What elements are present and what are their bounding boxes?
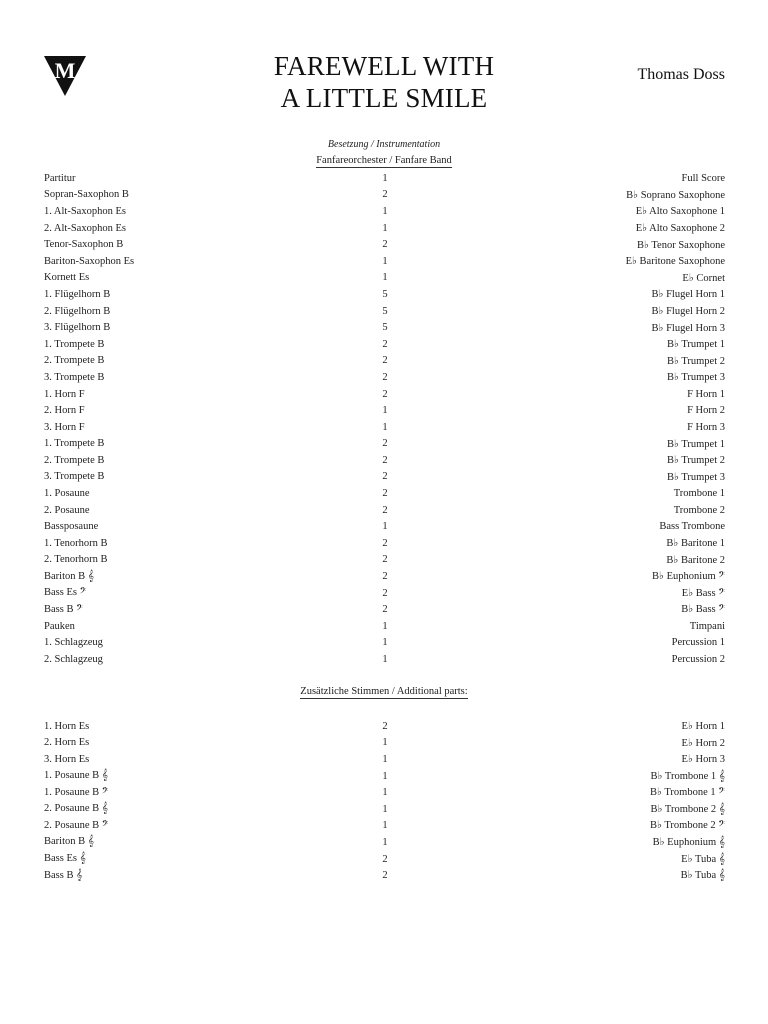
part-quantity: 2 <box>382 853 388 865</box>
part-name-english: B♭ Trumpet 1 <box>666 339 725 351</box>
part-row <box>44 635 725 652</box>
part-name-english: B♭ Trombone 1 𝄢 <box>649 787 725 799</box>
part-name-german: 2. Posaune <box>44 504 90 516</box>
part-row <box>44 436 725 453</box>
title-line-1: FAREWELL WITH <box>273 51 495 81</box>
part-name-german: 2. Posaune B 𝄞 <box>44 803 108 815</box>
part-row <box>44 535 725 552</box>
additional-parts-heading <box>0 686 768 697</box>
part-name-english: B♭ Flugel Horn 2 <box>651 306 725 318</box>
part-name-english: E♭ Tuba 𝄞 <box>681 853 725 865</box>
part-row <box>44 768 725 785</box>
part-row <box>44 220 725 237</box>
part-name-english: Trombone 1 <box>673 488 725 500</box>
part-name-english: B♭ Baritone 2 <box>666 554 725 566</box>
part-name-german: Sopran-Saxophon B <box>44 189 129 201</box>
part-name-german: 2. Horn Es <box>44 737 90 749</box>
part-name-german: Partitur <box>44 172 76 184</box>
part-name-english: Full Score <box>681 172 725 184</box>
part-row <box>44 336 725 353</box>
part-row <box>44 353 725 370</box>
part-quantity: 1 <box>382 637 388 649</box>
part-name-english: Bass Trombone <box>659 521 725 533</box>
part-quantity: 1 <box>382 770 388 782</box>
part-quantity: 1 <box>382 654 388 666</box>
part-row <box>44 801 725 818</box>
part-name-english: B♭ Trumpet 1 <box>666 438 725 450</box>
part-name-english: Percussion 1 <box>671 637 725 649</box>
part-name-german: 2. Trompete B <box>44 355 105 367</box>
part-row <box>44 867 725 884</box>
part-name-german: Tenor-Saxophon B <box>44 239 124 251</box>
part-row <box>44 369 725 386</box>
part-quantity: 2 <box>382 604 388 616</box>
part-row <box>44 469 725 486</box>
part-name-german: 3. Trompete B <box>44 371 105 383</box>
part-name-german: Bass Es 𝄢 <box>44 587 87 599</box>
part-row <box>44 286 725 303</box>
part-quantity: 2 <box>382 388 388 400</box>
part-name-german: 2. Posaune B 𝄢 <box>44 819 109 831</box>
part-name-german: 1. Horn Es <box>44 720 90 732</box>
part-name-german: Bariton B 𝄞 <box>44 570 94 582</box>
part-quantity: 2 <box>382 870 388 882</box>
part-row <box>44 718 725 735</box>
part-name-german: 2. Trompete B <box>44 454 105 466</box>
part-quantity: 1 <box>382 405 388 417</box>
part-row <box>44 253 725 270</box>
part-name-english: E♭ Horn 2 <box>681 737 725 749</box>
part-name-english: F Horn 2 <box>687 405 725 417</box>
part-row <box>44 270 725 287</box>
part-quantity: 2 <box>382 720 388 732</box>
part-row <box>44 170 725 187</box>
part-row <box>44 485 725 502</box>
part-name-english: B♭ Trumpet 3 <box>666 372 725 384</box>
part-row <box>44 419 725 436</box>
instrumentation-label: Besetzung / Instrumentation <box>327 139 441 150</box>
part-name-german: 2. Schlagzeug <box>44 654 103 666</box>
part-row <box>44 618 725 635</box>
part-name-german: Bass B 𝄢 <box>44 603 83 615</box>
part-name-english: B♭ Flugel Horn 3 <box>651 322 725 334</box>
part-quantity: 5 <box>382 288 388 300</box>
part-name-german: 1. Trompete B <box>44 338 105 350</box>
part-row <box>44 651 725 668</box>
part-name-german: Bass B 𝄞 <box>44 869 83 881</box>
part-name-german: Pauken <box>44 620 75 632</box>
part-name-english: Percussion 2 <box>671 654 725 666</box>
part-quantity: 2 <box>382 488 388 500</box>
part-row <box>44 568 725 585</box>
part-name-english: F Horn 3 <box>687 421 725 433</box>
part-row <box>44 818 725 835</box>
part-name-english: B♭ Trombone 2 𝄞 <box>650 803 725 815</box>
part-quantity: 2 <box>382 504 388 516</box>
part-quantity: 1 <box>382 737 388 749</box>
part-row <box>44 585 725 602</box>
additional-parts-heading-text: Zusätzliche Stimmen / Additional parts: <box>300 686 468 697</box>
part-name-english: B♭ Baritone 1 <box>666 538 725 550</box>
part-name-german: 3. Flügelhorn B <box>44 322 111 334</box>
part-name-english: F Horn 1 <box>687 388 725 400</box>
part-name-english: E♭ Alto Saxophone 1 <box>635 206 725 218</box>
title-line-2: A LITTLE SMILE <box>280 83 488 113</box>
part-quantity: 5 <box>382 322 388 334</box>
part-name-german: 1. Tenorhorn B <box>44 537 108 549</box>
part-name-english: B♭ Trumpet 2 <box>666 355 725 367</box>
part-name-german: Bassposaune <box>44 521 99 533</box>
part-name-german: 1. Posaune <box>44 488 90 500</box>
part-quantity: 1 <box>382 205 388 217</box>
part-name-german: 3. Horn F <box>44 421 85 433</box>
part-quantity: 1 <box>382 620 388 632</box>
part-name-english: E♭ Horn 1 <box>681 721 725 733</box>
part-quantity: 1 <box>382 222 388 234</box>
part-name-english: B♭ Flugel Horn 1 <box>651 289 725 301</box>
part-name-english: B♭ Trombone 2 𝄢 <box>649 820 725 832</box>
part-name-english: Trombone 2 <box>673 504 725 516</box>
part-quantity: 2 <box>382 571 388 583</box>
part-name-english: B♭ Soprano Saxophone <box>626 189 725 201</box>
part-row <box>44 601 725 618</box>
part-row <box>44 518 725 535</box>
part-quantity: 1 <box>382 753 388 765</box>
part-name-german: 1. Horn F <box>44 388 85 400</box>
part-row <box>44 303 725 320</box>
part-name-english: B♭ Euphonium 𝄞 <box>652 836 725 848</box>
part-name-german: 1. Posaune B 𝄢 <box>44 786 109 798</box>
part-quantity: 1 <box>382 836 388 848</box>
part-name-german: Bass Es 𝄞 <box>44 853 86 865</box>
part-quantity: 2 <box>382 239 388 251</box>
part-quantity: 2 <box>382 454 388 466</box>
part-name-german: Bariton B 𝄞 <box>44 836 94 848</box>
part-quantity: 2 <box>382 587 388 599</box>
part-name-german: 1. Trompete B <box>44 438 105 450</box>
logo-letter: M <box>54 58 76 83</box>
part-name-german: 2. Alt-Saxophon Es <box>44 222 126 234</box>
part-row <box>44 735 725 752</box>
part-row <box>44 502 725 519</box>
additional-parts-list <box>44 718 725 884</box>
part-quantity: 2 <box>382 355 388 367</box>
part-name-german: 1. Posaune B 𝄞 <box>44 770 108 782</box>
ensemble-heading-text: Fanfareorchester / Fanfare Band <box>316 155 452 166</box>
part-row <box>44 851 725 868</box>
part-row <box>44 386 725 403</box>
part-name-english: E♭ Cornet <box>682 272 725 284</box>
part-row <box>44 751 725 768</box>
part-name-german: 2. Flügelhorn B <box>44 305 111 317</box>
part-quantity: 1 <box>382 787 388 799</box>
part-name-english: E♭ Horn 3 <box>681 754 725 766</box>
part-quantity: 1 <box>382 172 388 184</box>
ensemble-heading <box>0 155 768 166</box>
part-name-english: B♭ Tuba 𝄞 <box>680 870 725 882</box>
instrumentation-list <box>44 170 725 668</box>
part-name-english: B♭ Bass 𝄢 <box>681 604 725 616</box>
part-name-english: B♭ Trumpet 2 <box>666 455 725 467</box>
part-quantity: 1 <box>382 272 388 284</box>
part-name-german: 1. Alt-Saxophon Es <box>44 205 126 217</box>
part-row <box>44 236 725 253</box>
part-quantity: 1 <box>382 421 388 433</box>
part-row <box>44 552 725 569</box>
part-name-german: 1. Flügelhorn B <box>44 288 111 300</box>
part-row <box>44 452 725 469</box>
part-quantity: 2 <box>382 438 388 450</box>
part-quantity: 2 <box>382 338 388 350</box>
part-name-german: 2. Horn F <box>44 405 85 417</box>
composer-name: Thomas Doss <box>637 66 725 83</box>
part-name-english: E♭ Alto Saxophone 2 <box>635 223 725 235</box>
part-name-english: E♭ Bass 𝄢 <box>681 587 725 599</box>
part-quantity: 5 <box>382 305 388 317</box>
part-row <box>44 402 725 419</box>
part-name-german: Bariton-Saxophon Es <box>44 255 135 267</box>
part-quantity: 2 <box>382 371 388 383</box>
part-name-german: 3. Horn Es <box>44 753 90 765</box>
part-name-german: 2. Tenorhorn B <box>44 554 108 566</box>
part-name-german: 3. Trompete B <box>44 471 105 483</box>
part-quantity: 2 <box>382 471 388 483</box>
part-name-english: B♭ Tenor Saxophone <box>636 239 725 251</box>
part-quantity: 1 <box>382 521 388 533</box>
part-name-english: E♭ Baritone Saxophone <box>625 256 725 268</box>
part-row <box>44 834 725 851</box>
part-name-german: Kornett Es <box>44 272 90 284</box>
part-name-english: B♭ Euphonium 𝄢 <box>652 571 725 583</box>
part-name-english: B♭ Trumpet 3 <box>666 471 725 483</box>
part-row <box>44 784 725 801</box>
part-name-english: B♭ Trombone 1 𝄞 <box>650 770 725 782</box>
part-quantity: 2 <box>382 537 388 549</box>
part-row <box>44 203 725 220</box>
part-row <box>44 319 725 336</box>
part-row <box>44 187 725 204</box>
part-quantity: 2 <box>382 554 388 566</box>
part-quantity: 2 <box>382 189 388 201</box>
part-quantity: 1 <box>382 820 388 832</box>
part-quantity: 1 <box>382 803 388 815</box>
part-name-german: 1. Schlagzeug <box>44 637 103 649</box>
part-name-english: Timpani <box>689 620 725 632</box>
part-quantity: 1 <box>382 255 388 267</box>
